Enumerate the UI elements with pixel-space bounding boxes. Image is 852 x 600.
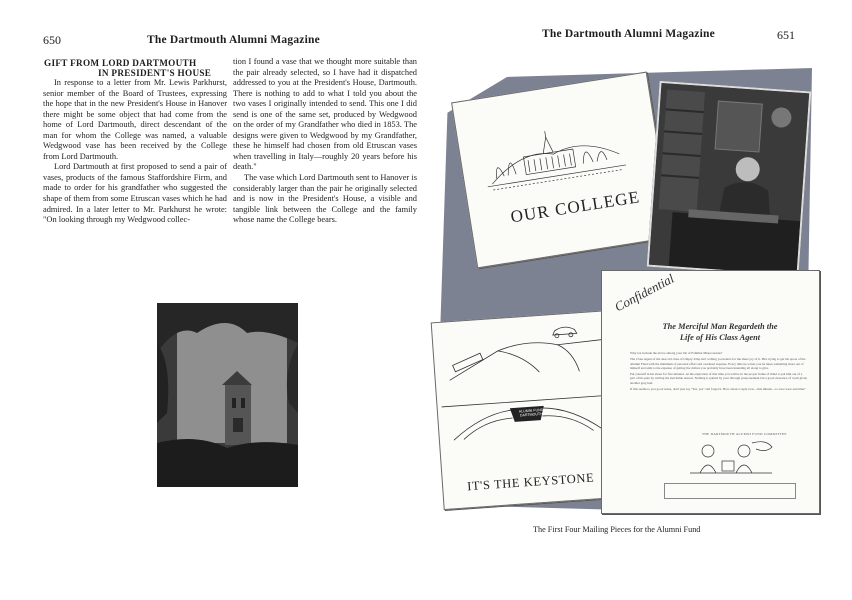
letter-title-line: Life of His Class Agent xyxy=(679,333,761,342)
keystone-label-line: DARTMOUTH xyxy=(519,411,543,418)
article-column-1 xyxy=(43,78,227,226)
article-column-2 xyxy=(233,57,417,226)
paragraph: Lord Dartmouth at first proposed to send a pair of vases, products of the famous Staffordshire Firm, and made to order for his grandfather who suggested the shape of them from some Etruscan vases which he had admired. In a later letter to Mr. Parkhurst he wrote: "On looking through my Wedgwood collec- xyxy=(43,162,227,225)
letter-body xyxy=(630,351,808,393)
article-heading-line1: GIFT FROM LORD DARTMOUTH xyxy=(44,58,197,68)
letter-paragraph: Put yourself in his shoes for five minutes. At the expiration of that time you will be in the proper frame of mind to put him out of a part of his pain by writing the inevitable answer. Nothing is gained by your through postponement but a good clearance of room given another gray hair. xyxy=(630,372,807,385)
mailing-card-confidential-letter xyxy=(601,270,820,514)
letter-paragraph: If this seems to you good sense, don't just say "Yes, yes" and forget it. How about a reply now—this minute—to save wear and time? xyxy=(630,387,806,392)
letter-title xyxy=(630,321,810,343)
running-head-right: The Dartmouth Alumni Magazine xyxy=(542,28,715,40)
mailing-card-keystone xyxy=(431,310,624,510)
article-heading-line2: IN PRESIDENT'S HOUSE xyxy=(98,68,212,78)
letter-title-line: The Merciful Man Regardeth the xyxy=(662,322,778,331)
confidential-stamp: Confidential xyxy=(612,270,677,315)
paragraph: tion I found a vase that we thought more suitable than the pair already selected, so I have had it dispatched addressed to you at the President's House, Dartmouth. There is nothing to add to what I told you about the two vases I originally intended to send. This one I did send is one of the same set, produced by Wedgwood on the order of my Grandfather who died in 1853. The designs were given to Wedgwood by my Grandfather, these he himself had chosen from old Etruscan vases when travelling in Italy—roughly 20 years before his death." xyxy=(233,57,417,172)
page-number-right: 651 xyxy=(777,28,795,42)
card-title-our-college: OUR COLLEGE xyxy=(509,187,642,227)
page-number-left: 650 xyxy=(43,33,61,47)
paragraph: The vase which Lord Dartmouth sent to Hanover is considerably larger than the pair he originally selected and is now in the President's House, a visible and tangible link between the College and the family whose name the College bears. xyxy=(233,173,417,225)
letter-paragraph: The Class Agent of the dear old class of Umpty-Ump isn't writing you letters for the sheer joy of it. He's trying to get his quota of the Alumni Fund with the minimum of personal effort and overhead expense. Every time he writes you he takes something more out of himself and adds to the expense of getting the dollars you probably have been intending all along to give. xyxy=(630,357,806,370)
card-title-keystone: IT'S THE KEYSTONE xyxy=(466,470,595,494)
figure-caption: The First Four Mailing Pieces for the Alumni Fund xyxy=(533,525,701,534)
reply-strip xyxy=(664,483,796,499)
bridge-cartoon-illustration xyxy=(436,319,615,471)
letter-signature: THE DARTMOUTH ALUMNI FUND COMMITTEE xyxy=(702,432,787,436)
college-sketch-illustration xyxy=(480,114,628,197)
tower-photo xyxy=(157,303,298,487)
paragraph: In response to a letter from Mr. Lewis Parkhurst, senior member of the Board of Trustees, expressing the hope that in the new President's House in Hanover there might be some object that had come from the home of Lord Dartmouth, direct descendant of the man for whom the College was named, a valuable Wedgwood vase has been received by the College from Lord Dartmouth. xyxy=(43,78,227,161)
letter-paragraph: Why not include the above among your list of Familiar Mispronouns? xyxy=(630,351,723,355)
office-photo xyxy=(647,81,812,277)
running-head-left: The Dartmouth Alumni Magazine xyxy=(147,34,320,46)
class-agent-cartoon xyxy=(686,439,776,477)
keystone-label-line: ALUMNI FUND xyxy=(518,407,544,414)
mailing-card-our-college xyxy=(451,72,673,269)
